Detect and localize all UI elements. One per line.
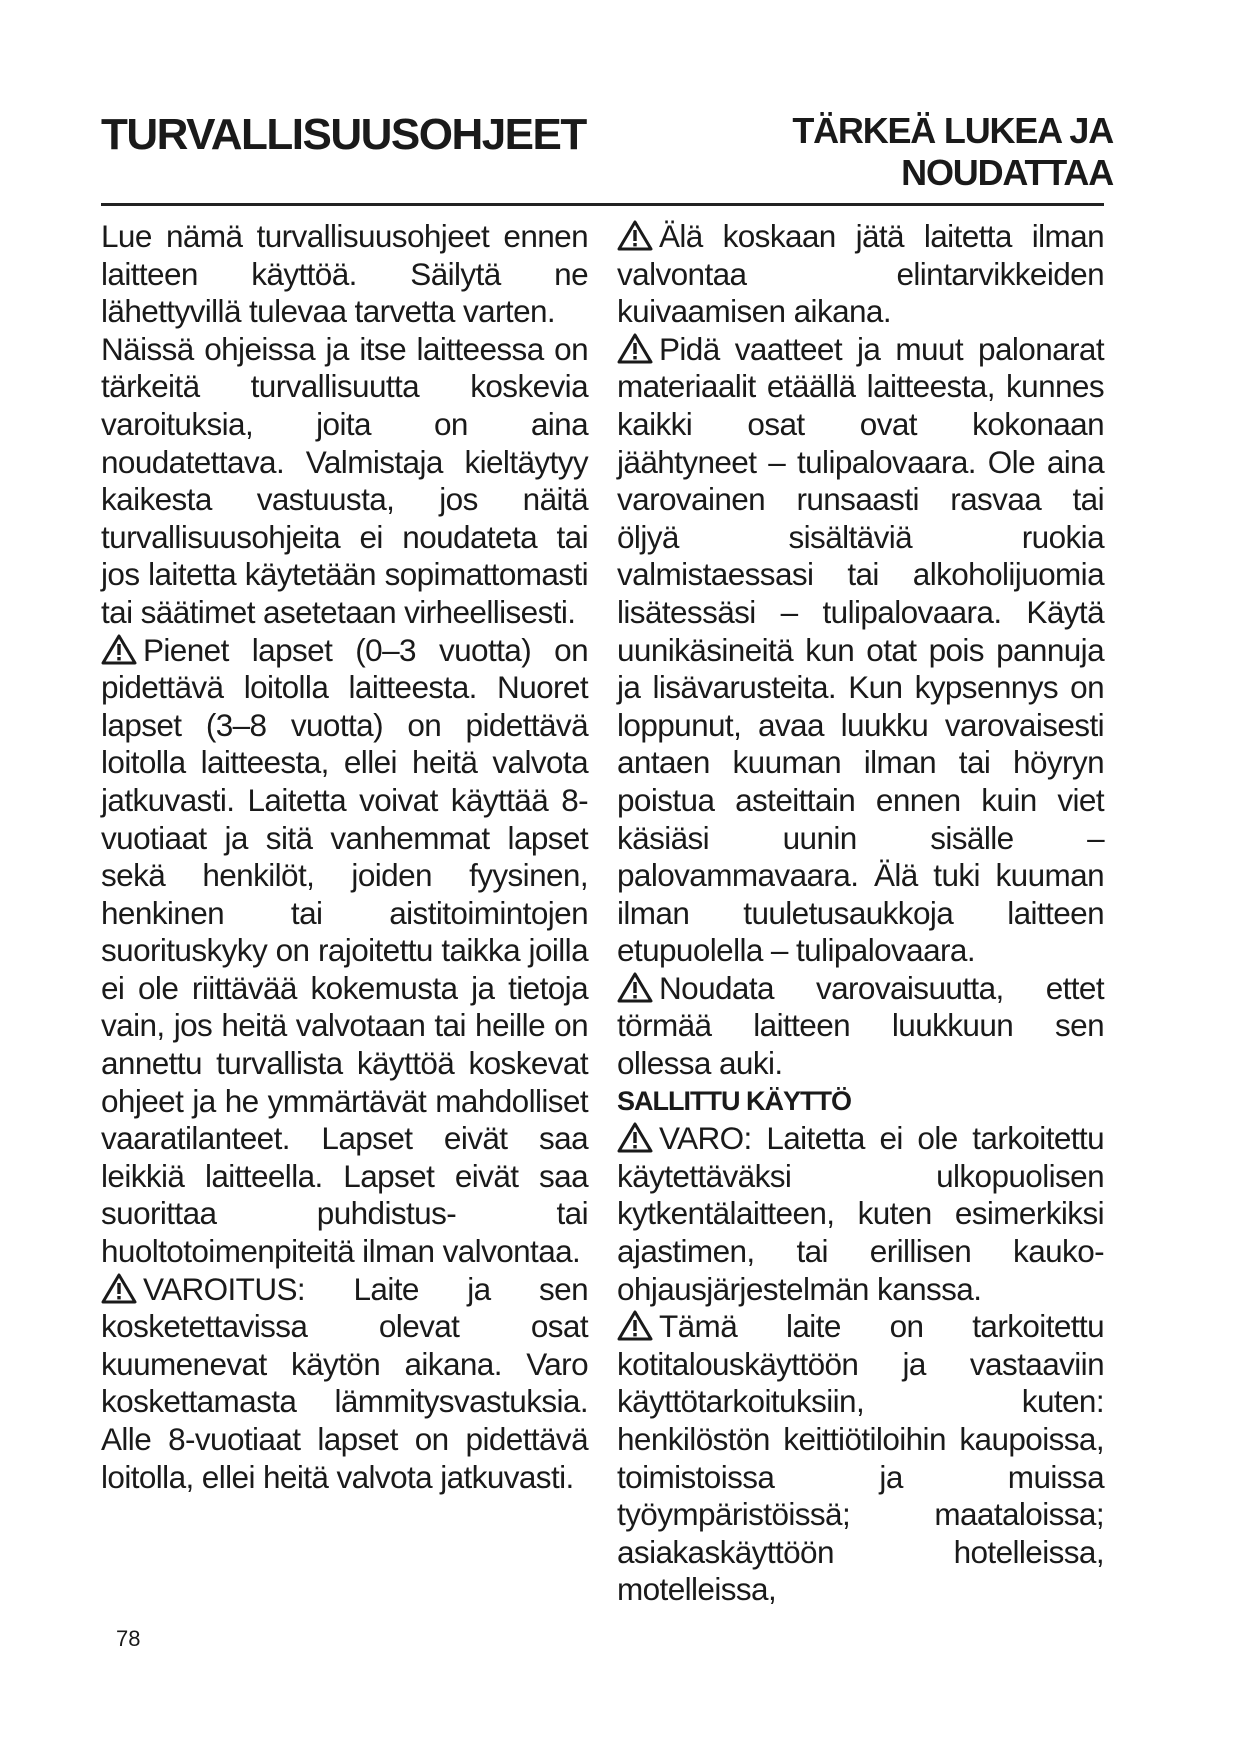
right-column	[617, 218, 1104, 1609]
door-warning-paragraph	[617, 970, 1104, 1083]
page-subtitle-line-1: TÄRKEÄ LUKEA JA	[792, 110, 1113, 151]
intro-paragraph: Lue nämä turvallisuusohjeet ennen laitteen käyttöä. Säilytä ne lähettyvillä tulevaa tarvetta varten.	[101, 218, 588, 330]
hot-parts-warning-text: VAROITUS: Laite ja sen kosketettavissa olevat osat kuumenevat käytön aikana. Varo koskettamasta lämmitysvastuksia. Alle 8-vuotiaat lapset on pidettävä loitolla, ellei heitä valvota jatkuvasti.	[101, 1270, 588, 1495]
warning-triangle-icon	[617, 333, 653, 364]
warning-triangle-icon	[617, 220, 653, 251]
warning-triangle-icon	[101, 1273, 137, 1304]
intended-use-paragraph	[617, 1308, 1104, 1609]
intended-use-text: Tämä laite on tarkoitettu kotitalouskäyttöön ja vastaaviin käyttötarkoituksiin, kuten: henkilöstön keittiötiloihin kaupoissa, toimistoissa ja muissa työympäristöissä; maataloissa; asiakaskäyttöön hotelleissa, motelleissa,	[617, 1308, 1104, 1608]
page-subtitle	[792, 110, 1113, 194]
warning-triangle-icon	[617, 1310, 653, 1341]
warning-triangle-icon	[101, 634, 137, 665]
page-number: 78	[116, 1626, 141, 1651]
children-warning-paragraph	[101, 632, 588, 1271]
hot-parts-warning-paragraph	[101, 1271, 588, 1497]
external-switch-warning-text: VARO: Laitetta ei ole tarkoitettu käytettäväksi ulkopuolisen kytkentälaitteen, kuten esimerkiksi ajastimen, tai erillisen kauko-ohjausjärjestelmän kanssa.	[617, 1120, 1104, 1307]
door-warning-text: Noudata varovaisuutta, ettet törmää laitteen luukkuun sen ollessa auki.	[617, 969, 1104, 1082]
left-column	[101, 218, 588, 1496]
header-divider	[101, 203, 1104, 206]
fire-hazard-warning-text: Pidä vaatteet ja muut palonarat materiaalit etäällä laitteesta, kunnes kaikki osat ovat kokonaan jäähtyneet – tulipalovaara. Ole aina varovainen runsaasti rasvaa tai öljyä sisältäviä ruokia valmistaessasi tai alkoholijuomia lisätessäsi – tulipalovaara. Käytä uunikäsineitä kun otat pois pannuja ja lisävarusteita. Kun kypsennys on loppunut, avaa luukku varovaisesti antaen kuuman ilman tai höyryn poistua asteittain ennen kuin viet käsiäsi uunin sisälle – palovammavaara. Älä tuki kuuman ilman tuuletusaukkoja laitteen etupuolella – tulipalovaara.	[617, 330, 1104, 969]
unattended-warning-text: Älä koskaan jätä laitetta ilman valvontaa elintarvikkeiden kuivaamisen aikana.	[617, 218, 1104, 330]
page-title: TURVALLISUUSOHJEET	[101, 110, 586, 159]
permitted-use-heading: SALLITTU KÄYTTÖ	[617, 1085, 851, 1116]
warnings-intro-paragraph: Näissä ohjeissa ja itse laitteessa on tärkeitä turvallisuutta koskevia varoituksia, joita on aina noudatettava. Valmistaja kieltäytyy kaikesta vastuusta, jos näitä turvallisuusohjeita ei noudateta tai jos laitetta käytetään sopimattomasti tai säätimet asetetaan virheellisesti.	[101, 330, 588, 630]
warning-triangle-icon	[617, 972, 653, 1003]
children-warning-text: Pienet lapset (0–3 vuotta) on pidettävä loitolla laitteesta. Nuoret lapset (3–8 vuotta) on pidettävä loitolla laitteesta, ellei heitä valvota jatkuvasti. Laitetta voivat käyttää 8-vuotiaat ja sitä vanhemmat lapset sekä henkilöt, joiden fyysinen, henkinen tai aistitoimintojen suorituskyky on rajoitettu taikka joilla ei ole riittävää kokemusta ja tietoja vain, jos heitä valvotaan tai heille on annettu turvallista käyttöä koskevat ohjeet ja he ymmärtävät mahdolliset vaaratilanteet. Lapset eivät saa leikkiä laitteella. Lapset eivät saa suorittaa puhdistus- tai huoltotoimenpiteitä ilman valvontaa.	[101, 631, 588, 1270]
unattended-warning-paragraph	[617, 218, 1104, 331]
warning-triangle-icon	[617, 1122, 653, 1153]
fire-hazard-warning-paragraph	[617, 331, 1104, 970]
page-subtitle-line-2: NOUDATTAA	[901, 152, 1113, 193]
external-switch-warning-paragraph	[617, 1120, 1104, 1308]
